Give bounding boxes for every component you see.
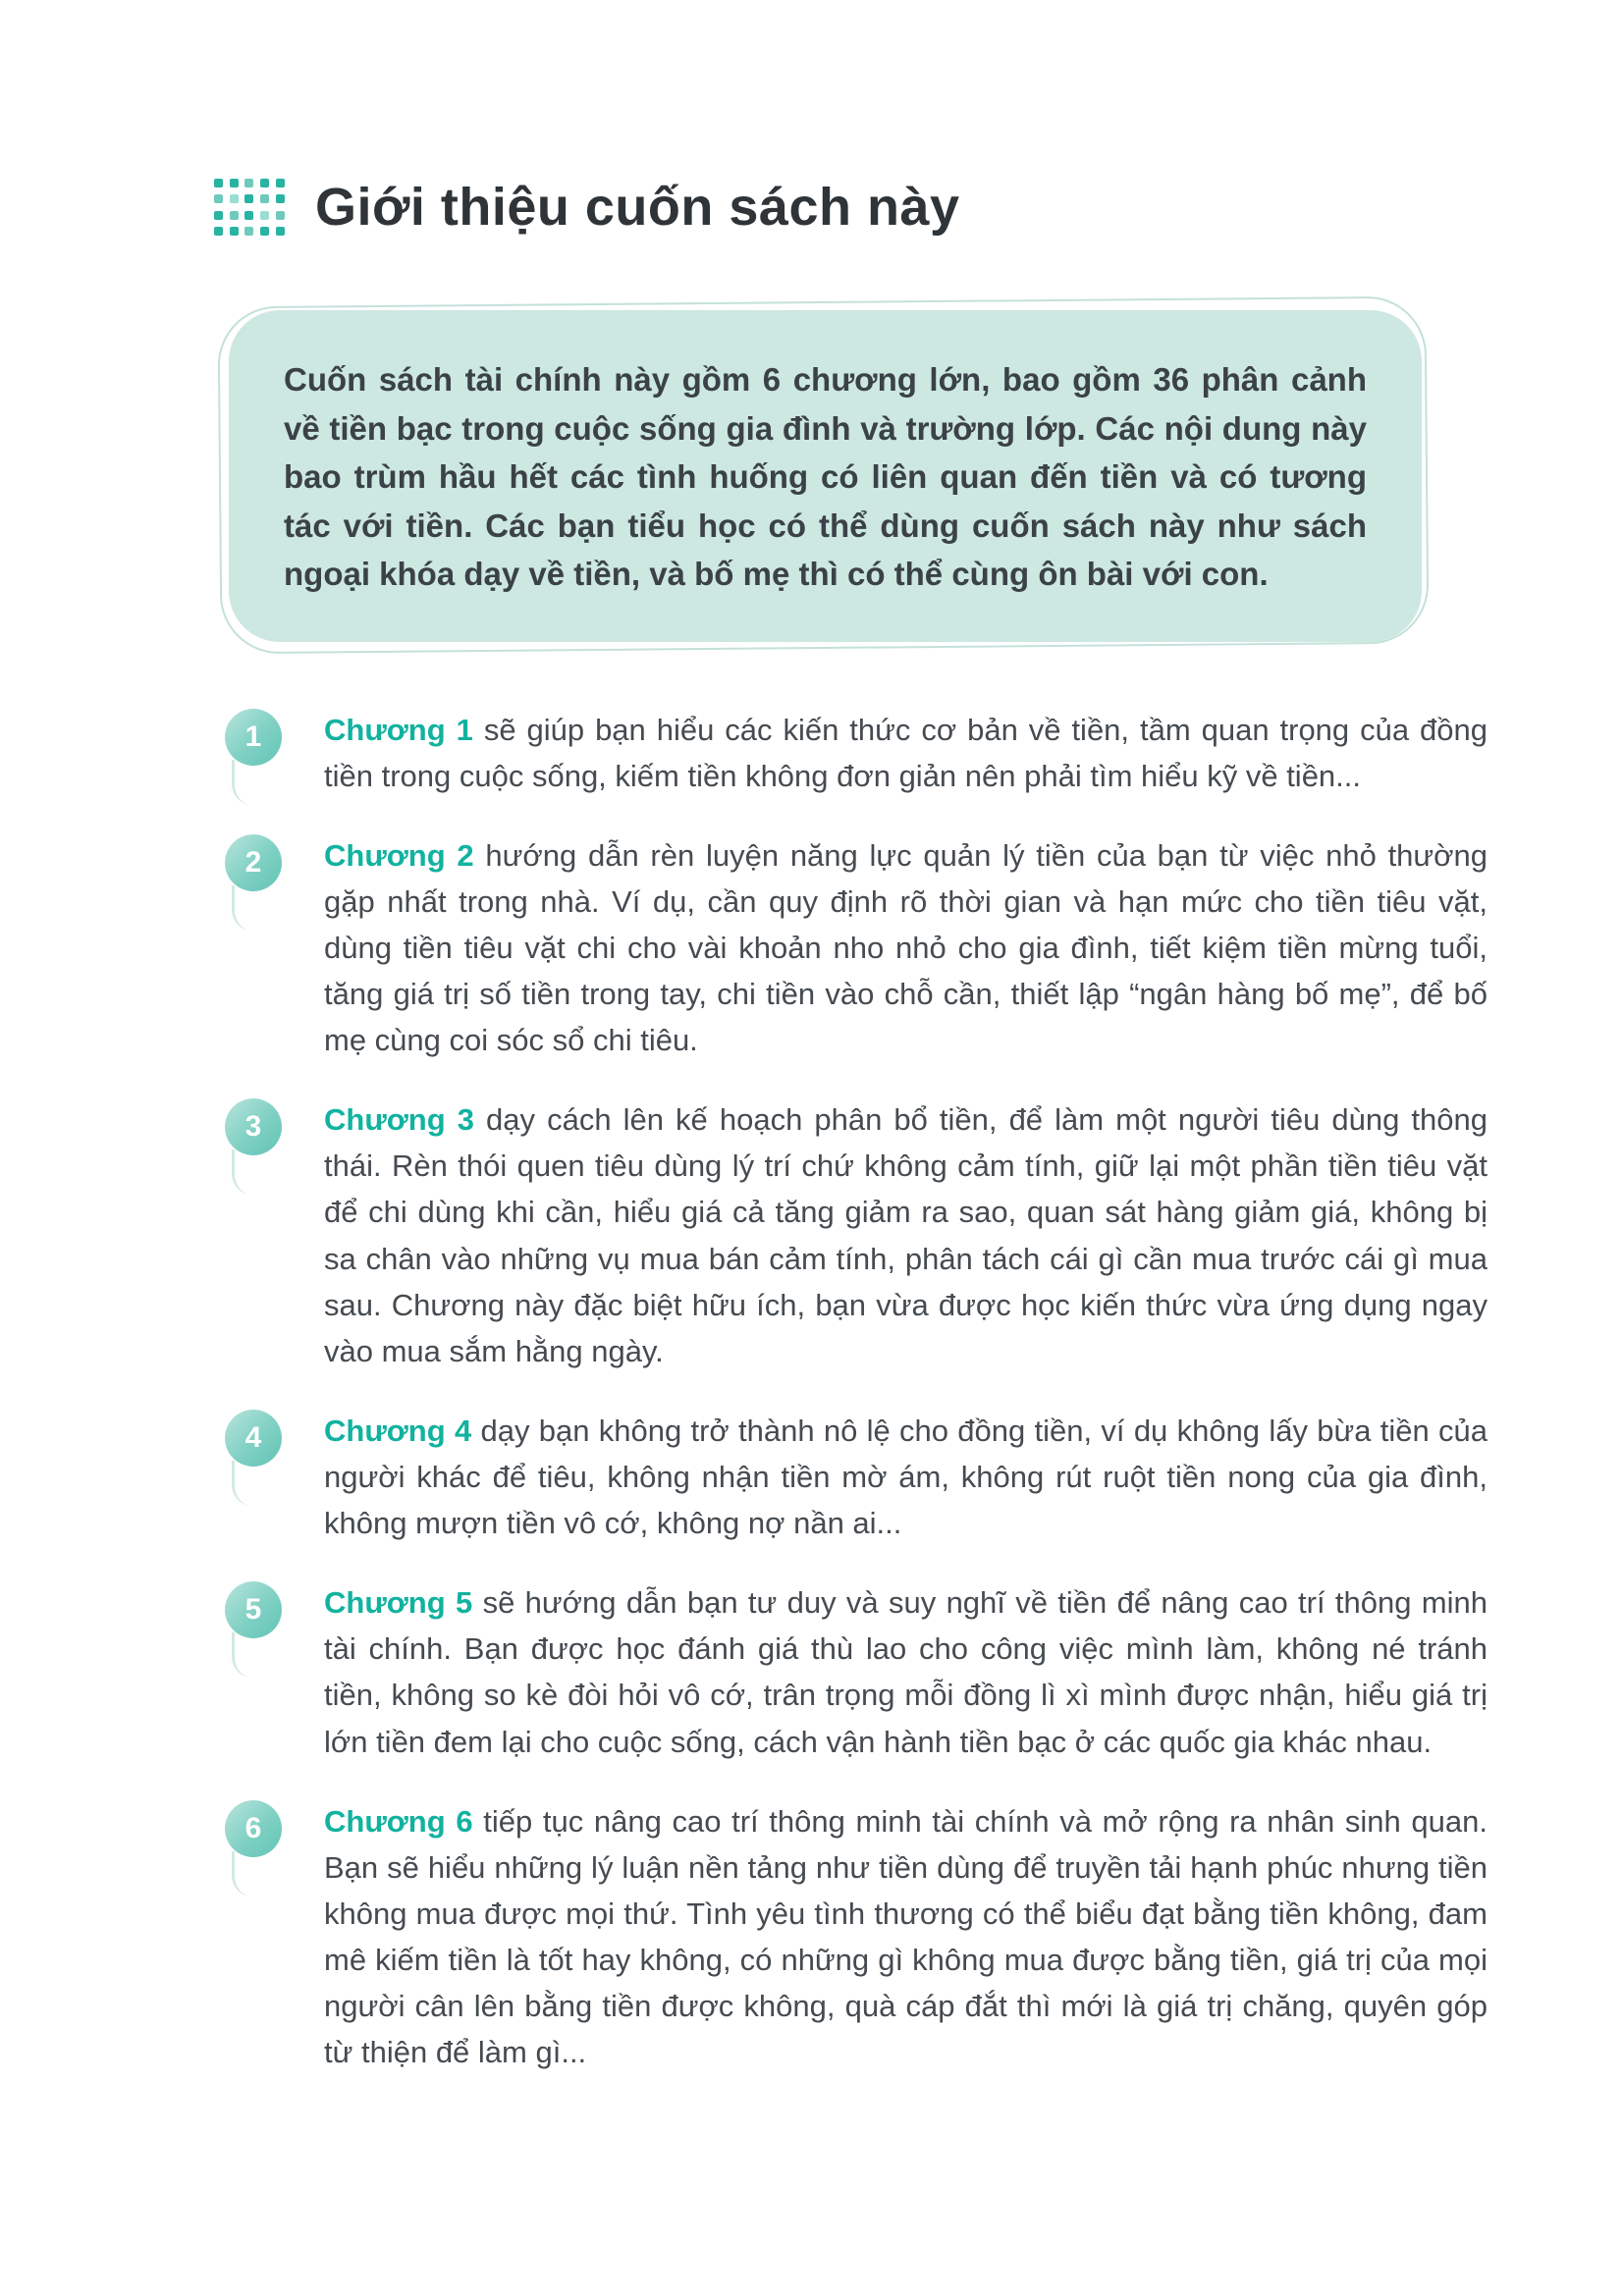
page-title: Giới thiệu cuốn sách này — [315, 178, 960, 237]
chapter-text — [324, 1579, 1488, 1764]
chapter-text — [324, 832, 1488, 1064]
chapter-body: hướng dẫn rèn luyện năng lực quản lý tiền của bạn từ việc nhỏ thường gặp nhất trong nhà. Ví dụ, cần quy định rõ thời gian và hạn mức cho tiền tiêu vặt, dùng tiền tiêu vặt chi cho vài khoản nho nhỏ cho gia đình, tiết kiệm tiền mừng tuổi, tăng giá trị số tiền trong tay, chi tiền vào chỗ cần, thiết lập “ngân hàng bố mẹ”, để bố mẹ cùng coi sóc sổ chi tiêu. — [324, 837, 1488, 1058]
chapter-item — [211, 832, 1488, 1064]
chapter-badge-column — [211, 832, 324, 891]
chapter-label: Chương 6 — [324, 1803, 473, 1839]
chapter-number-badge: 6 — [225, 1800, 282, 1857]
chapter-badge-column — [211, 1798, 324, 1857]
chapter-label: Chương 2 — [324, 837, 474, 873]
chapter-badge-column — [211, 1096, 324, 1155]
chapter-badge-column — [211, 707, 324, 766]
chapter-number-badge: 4 — [225, 1410, 282, 1467]
chapter-text — [324, 707, 1488, 799]
chapter-body: dạy cách lên kế hoạch phân bổ tiền, để làm một người tiêu dùng thông thái. Rèn thói quen tiêu dùng lý trí chứ không cảm tính, giữ lại một phần tiền tiêu vặt để chi dùng khi cần, hiểu giá cả tăng giảm ra sao, quan sát hàng giảm giá, không bị sa chân vào những vụ mua bán cảm tính, phân tách cái gì cần mua trước cái gì mua sau. Chương này đặc biệt hữu ích, bạn vừa được học kiến thức vừa ứng dụng ngay vào mua sắm hằng ngày. — [324, 1102, 1488, 1368]
chapter-body: dạy bạn không trở thành nô lệ cho đồng tiền, ví dụ không lấy bừa tiền của người khác để tiêu, không nhận tiền mờ ám, không rút ruột tiền nong của gia đình, không mượn tiền vô cớ, không nợ nần ai... — [324, 1413, 1488, 1541]
chapter-item — [211, 707, 1488, 799]
chapter-number-badge: 1 — [225, 709, 282, 766]
chapter-body: tiếp tục nâng cao trí thông minh tài chính và mở rộng ra nhân sinh quan. Bạn sẽ hiểu những lý luận nền tảng như tiền dùng để truyền tải hạnh phúc nhưng tiền không mua được mọi thứ. Tình yêu tình thương có thể biểu đạt bằng tiền không, đam mê kiếm tiền là tốt hay không, có những gì không mua được bằng tiền, giá trị của mọi người cân lên bằng tiền được không, quà cáp đắt thì mới là giá trị chăng, quyên góp từ thiện để làm gì... — [324, 1803, 1488, 2070]
chapter-badge-column — [211, 1408, 324, 1467]
chapter-badge-column — [211, 1579, 324, 1638]
chapter-item — [211, 1798, 1488, 2076]
chapter-label: Chương 5 — [324, 1585, 473, 1621]
chapter-item — [211, 1096, 1488, 1374]
chapter-number-badge: 5 — [225, 1581, 282, 1638]
chapter-body: sẽ hướng dẫn bạn tư duy và suy nghĩ về tiền để nâng cao trí thông minh tài chính. Bạn được học đánh giá thù lao cho công việc mình làm, không né tránh tiền, không so kè đòi hỏi vô cớ, trân trọng mỗi đồng lì xì mình được nhận, hiểu giá trị lớn tiền đem lại cho cuộc sống, cách vận hành tiền bạc ở các quốc gia khác nhau. — [324, 1585, 1488, 1759]
chapter-text — [324, 1096, 1488, 1374]
chapter-text — [324, 1798, 1488, 2076]
chapter-label: Chương 1 — [324, 712, 473, 747]
intro-text: Cuốn sách tài chính này gồm 6 chương lớn, bao gồm 36 phân cảnh về tiền bạc trong cuộc sống gia đình và trường lớp. Các nội dung này bao trùm hầu hết các tình huống có liên quan đến tiền và có tương tác với tiền. Các bạn tiểu học có thể dùng cuốn sách này như sách ngoại khóa dạy về tiền, và bố mẹ thì có thể cùng ôn bài với con. — [284, 361, 1367, 592]
chapter-number-badge: 2 — [225, 834, 282, 891]
intro-box — [229, 310, 1422, 642]
dots-grid-icon — [211, 175, 288, 240]
chapter-list — [211, 707, 1488, 2076]
chapter-label: Chương 4 — [324, 1413, 472, 1448]
chapter-item — [211, 1408, 1488, 1546]
chapter-label: Chương 3 — [324, 1102, 474, 1138]
chapter-text — [324, 1408, 1488, 1546]
chapter-body: sẽ giúp bạn hiểu các kiến thức cơ bản về tiền, tầm quan trọng của đồng tiền trong cuộc sống, kiếm tiền không đơn giản nên phải tìm hiểu kỹ về tiền... — [324, 712, 1488, 793]
chapter-number-badge: 3 — [225, 1098, 282, 1155]
chapter-item — [211, 1579, 1488, 1764]
page-header — [211, 175, 1488, 240]
